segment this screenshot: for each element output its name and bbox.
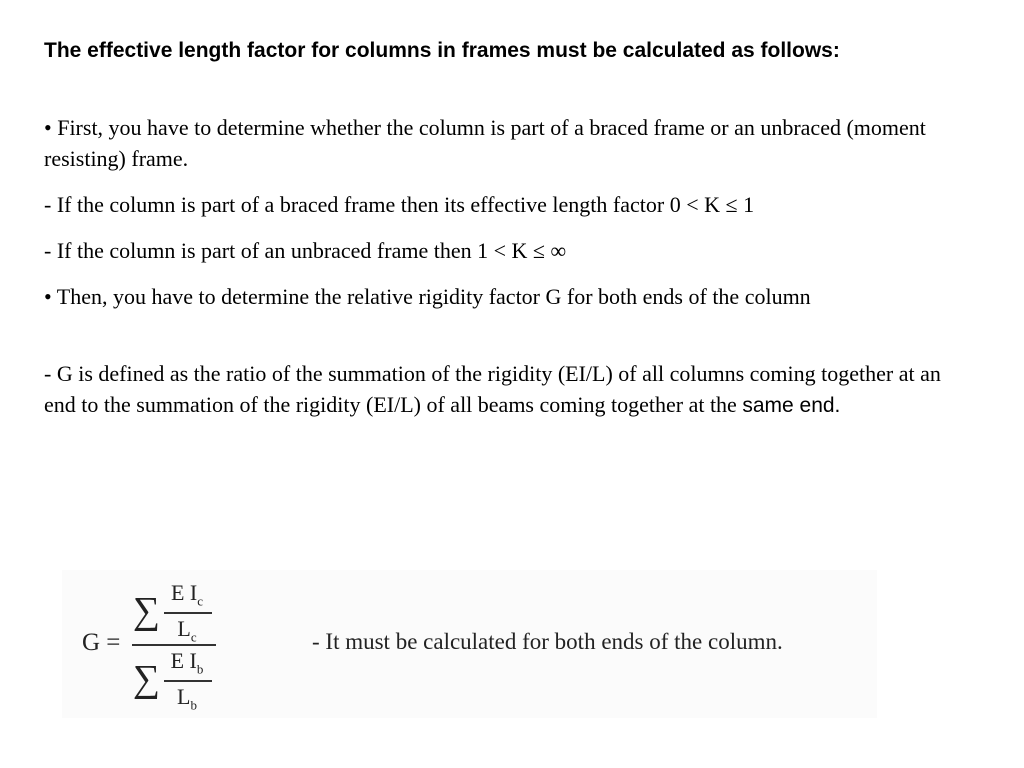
formula-note: - It must be calculated for both ends of the column.	[312, 629, 783, 654]
denominator-ei-sub: b	[196, 661, 204, 677]
sigma-denominator: ∑	[133, 658, 161, 700]
formula-lhs: G =	[82, 629, 121, 656]
paragraph-g-definition	[44, 358, 944, 421]
paragraph-braced-k-range: - If the column is part of a braced frame then its effective length factor 0 < K ≤ 1	[44, 192, 755, 217]
denominator-ei-text: E I	[170, 648, 197, 673]
numerator-l-text: L	[177, 616, 191, 641]
numerator-ei-sub: c	[197, 593, 204, 609]
denominator-l-text: L	[177, 684, 191, 709]
sigma-numerator: ∑	[133, 590, 161, 632]
g-definition-tail: same end.	[742, 394, 841, 417]
g-definition-text: - G is defined as the ratio of the summation of the rigidity (EI/L) of all columns coming together at an end to the summation of the rigidity (EI/L) of all beams coming together at the	[44, 361, 941, 417]
paragraph-rigidity-factor: • Then, you have to determine the relative rigidity factor G for both ends of the column	[44, 284, 811, 309]
slide-heading: The effective length factor for columns in frames must be calculated as follows:	[44, 39, 840, 62]
numerator-l-sub: c	[190, 629, 197, 645]
numerator-ei	[162, 580, 212, 609]
numerator-ei-text: E I	[170, 580, 198, 605]
denominator-fraction-bar	[164, 680, 212, 682]
g-formula	[82, 580, 222, 715]
denominator-ei	[162, 648, 212, 677]
paragraph-unbraced-k-range: - If the column is part of an unbraced frame then 1 < K ≤ ∞	[44, 238, 567, 263]
numerator-fraction-bar	[164, 612, 212, 614]
main-fraction-bar	[132, 644, 216, 646]
denominator-l-sub: b	[190, 697, 197, 713]
numerator-l	[162, 616, 212, 645]
denominator-l	[162, 684, 212, 713]
paragraph-braced-check: • First, you have to determine whether the column is part of a braced frame or an unbraced (moment resisting) frame.	[44, 115, 926, 171]
